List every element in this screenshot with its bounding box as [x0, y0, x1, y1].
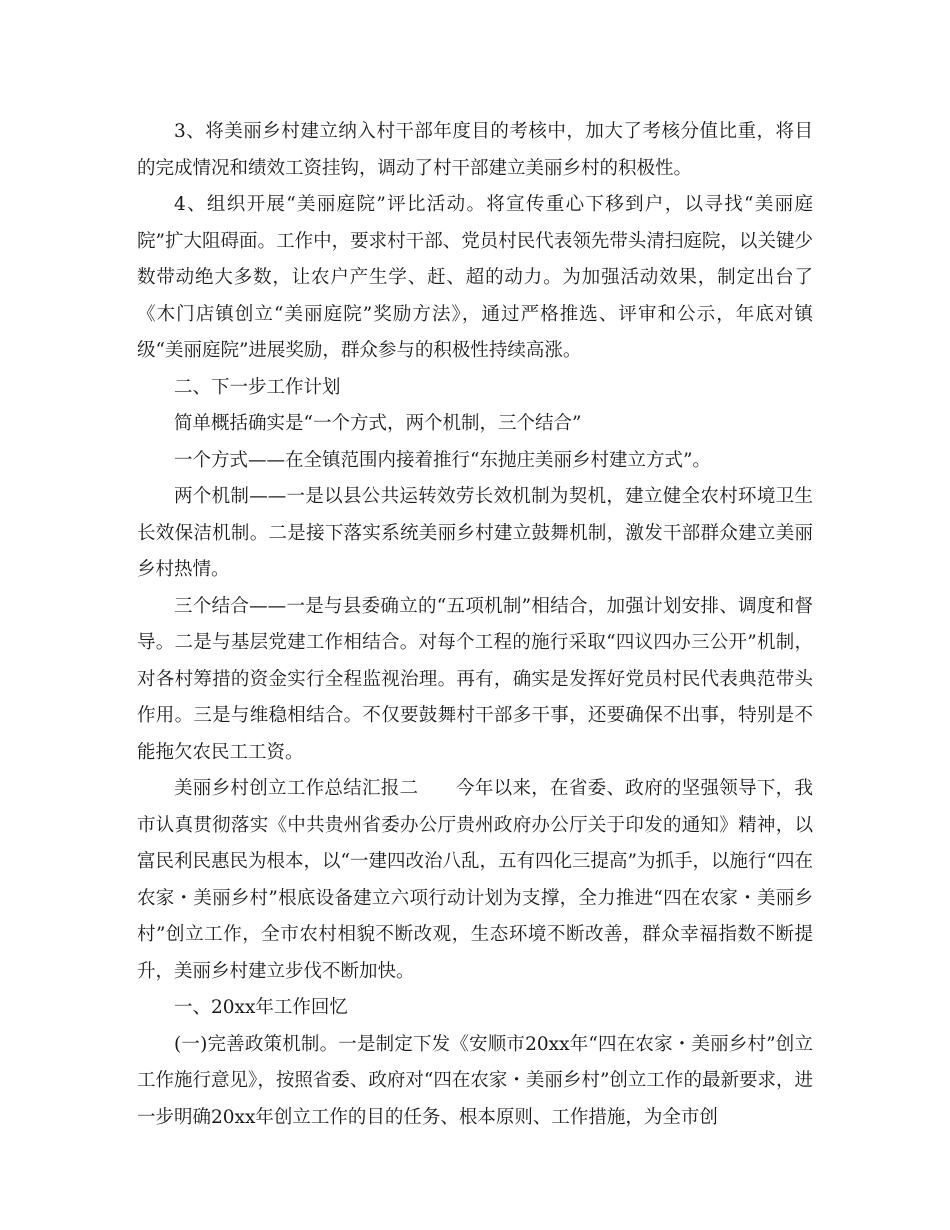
paragraph-summary: 简单概括确实是“一个方式，两个机制，三个结合” [174, 413, 582, 434]
paragraph-two-mechanisms: 两个机制——一是以县公共运转效劳长效机制为契机，建立健全农村环境卫生长效保洁机制。二是接下落实系统美丽乡村建立鼓舞机制，激发干部群众建立美丽乡村热情。 [137, 486, 813, 580]
paragraph-item-4: 4、组织开展“美丽庭院”评比活动。将宣传重心下移到户，以寻找“美丽庭院”扩大阻碍面。工作中，要求村干部、党员村民代表领先带头清扫庭院，以关键少数带动绝大多数，让农户产生学、赶、超的动力。为加强活动效果，制定出台了《木门店镇创立“美丽庭院”奖励方法》，通过严格推选、评审和公示，年底对镇级“美丽庭院”进展奖励，群众参与的积极性持续高涨。 [137, 194, 813, 361]
paragraph-one-method: 一个方式——在全镇范围内接着推行“东抛庄美丽乡村建立方式”。 [174, 449, 711, 471]
section-heading-review: 一、20xx年工作回忆 [174, 997, 348, 1018]
paragraph-three-combinations: 三个结合——一是与县委确立的“五项机制”相结合，加强计划安排、调度和督导。二是与基层党建工作相结合。对每个工程的施行采取“四议四办三公开”机制，对各村筹措的资金实行全程监视治理。再有，确实是发挥好党员村民代表典范带头作用。三是与维稳相结合。不仅要鼓舞村干部多干事，还要确保不出事，特别是不能拖欠农民工工资。 [137, 595, 813, 763]
paragraph-item-3: 3、将美丽乡村建立纳入村干部年度目的考核中，加大了考核分值比重，将目的完成情况和绩效工资挂钩，调动了村干部建立美丽乡村的积极性。 [137, 121, 813, 179]
paragraph-report-two-intro: 美丽乡村创立工作总结汇报二 今年以来，在省委、政府的坚强领导下，我市认真贯彻落实《中共贵州省委办公厅贵州政府办公厅关于印发的通知》精神，以富民利民惠民为根本，以“一建四改治八乱，五有四化三提高”为抓手，以施行“四在农家・美丽乡村”根底设备建立六项行动计划为支撑，全力推进“四在农家・美丽乡村”创立工作，全市农村相貌不断改观，生态环境不断改善，群众幸福指数不断提升，美丽乡村建立步伐不断加快。 [137, 778, 813, 982]
paragraph-policy-mechanism: (一)完善政策机制。一是制定下发《安顺市20xx年“四在农家・美丽乡村”创立工作施行意见》，按照省委、政府对“四在农家・美丽乡村”创立工作的最新要求，进一步明确20xx年创立工作的目的任务、根本原则、工作措施，为全市创 [137, 1033, 813, 1128]
section-heading-next-plan: 二、下一步工作计划 [174, 376, 341, 398]
document-body [137, 114, 813, 1136]
